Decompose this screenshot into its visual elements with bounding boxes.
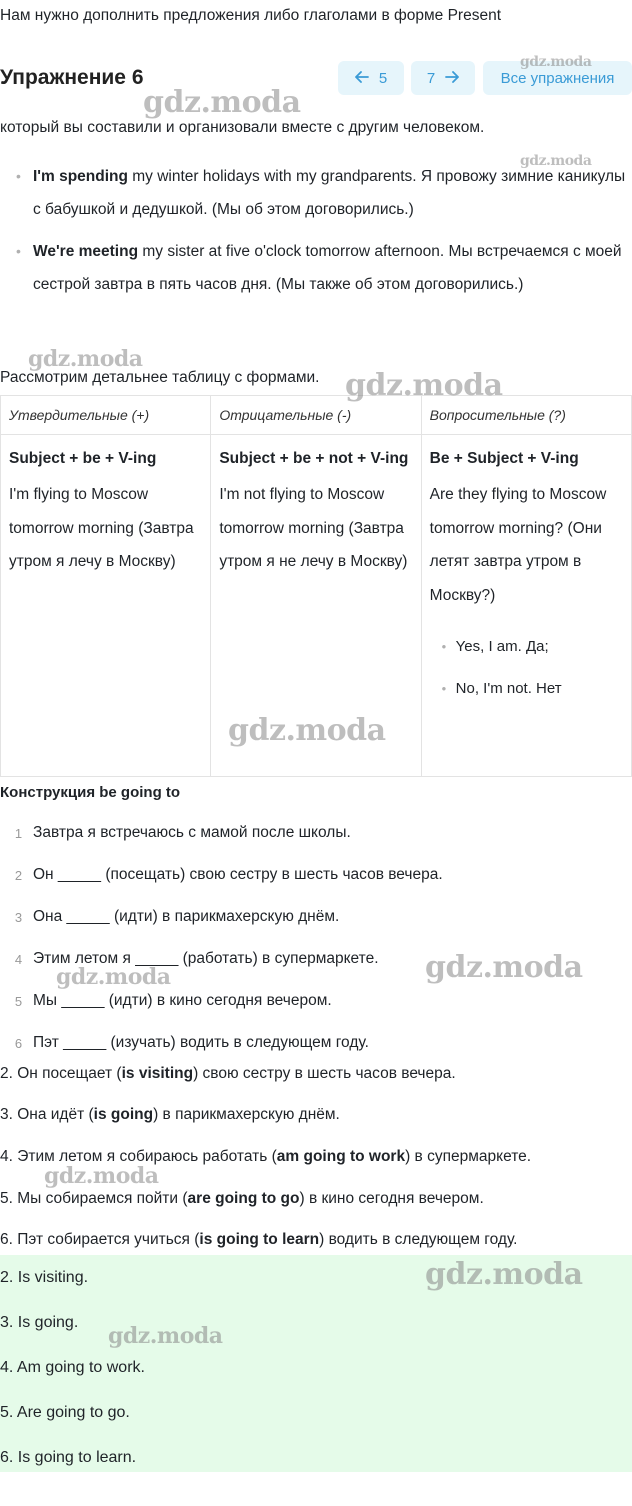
example-text: my sister at five o'clock tomorrow afternoon. Мы встречаемся с моей сестрой завтра в пять часов дня. (Мы также об этом договорились.)	[33, 243, 622, 293]
list-item: • No, I'm not. Нет	[430, 668, 623, 710]
task-number: 5	[14, 993, 23, 1009]
task-text: Пэт _____ (изучать) водить в следующем году.	[33, 1034, 369, 1051]
prev-exercise-label: 5	[378, 69, 388, 87]
list-item: 6. Is going to learn.	[0, 1448, 137, 1466]
arrow-left-icon	[355, 70, 369, 87]
watermark-logo: gdz.moda	[345, 368, 503, 403]
formula-negative: Subject + be + not + V-ing	[219, 450, 409, 467]
watermark-logo: gdz.moda	[520, 54, 592, 70]
watermark-logo: gdz.moda	[228, 713, 386, 748]
example-list	[14, 160, 632, 301]
task-text: Этим летом я _____ (работать) в супермаркете.	[33, 950, 379, 967]
watermark-logo: gdz.moda	[44, 1163, 159, 1189]
list-item: 4. Am going to work.	[0, 1358, 145, 1376]
task-text: Она _____ (идти) в парикмахерскую днём.	[33, 908, 340, 925]
solution-text: 3. Она идёт (	[0, 1106, 94, 1124]
task-number: 4	[14, 951, 23, 967]
formula-affirmative: Subject + be + V-ing	[9, 450, 157, 467]
example-phrase: We're meeting	[33, 243, 139, 260]
example-interrogative: Are they flying to Moscow tomorrow morning? (Они летят завтра утром в Москву?)	[429, 486, 607, 604]
list-item: 2. Is visiting.	[0, 1268, 89, 1286]
watermark-logo: gdz.moda	[108, 1323, 223, 1349]
list-item	[0, 812, 443, 854]
list-item	[0, 1178, 531, 1220]
exercise-header	[0, 56, 632, 100]
next-exercise-button[interactable]	[411, 61, 475, 95]
watermark-logo: gdz.moda	[56, 964, 171, 990]
watermark-logo: gdz.moda	[520, 153, 592, 169]
table-cell-negative	[211, 435, 421, 777]
table-caption: Рассмотрим детальнее таблицу с формами.	[0, 369, 320, 386]
table-cell-interrogative	[421, 435, 631, 777]
task-text: Мы _____ (идти) в кино сегодня вечером.	[33, 992, 332, 1009]
solution-answer: are going to go	[187, 1189, 300, 1207]
watermark-logo: gdz.moda	[143, 85, 301, 120]
watermark-logo: gdz.moda	[28, 346, 143, 372]
answer-block	[0, 1255, 632, 1472]
task-number: 3	[14, 909, 23, 925]
solution-answer: am going to work	[276, 1147, 406, 1165]
solution-answer: is going	[93, 1106, 154, 1124]
list-item	[0, 1136, 531, 1178]
header-negative: Отрицательные (-)	[211, 396, 421, 435]
all-exercises-button[interactable]: Все упражнения	[483, 61, 632, 95]
solution-list	[0, 1053, 531, 1261]
next-exercise-label: 7	[426, 69, 436, 87]
list-item	[0, 896, 443, 938]
solution-text: 6. Пэт собирается учиться (	[0, 1231, 200, 1249]
solution-answer: is visiting	[121, 1064, 194, 1082]
prev-exercise-button[interactable]	[338, 61, 404, 95]
section-heading: Конструкция be going to	[0, 784, 181, 801]
list-item	[0, 1053, 531, 1095]
task-list	[0, 812, 443, 1064]
task-number: 1	[14, 825, 23, 841]
solution-text: 4. Этим летом я собираюсь работать (	[0, 1147, 277, 1165]
solution-text: ) свою сестру в шесть часов вечера.	[193, 1064, 456, 1082]
solution-text: 5. Мы собираемся пойти (	[0, 1189, 188, 1207]
solution-text: ) водить в следующем году.	[319, 1231, 518, 1249]
solution-text: 2. Он посещает (	[0, 1064, 122, 1082]
list-item	[0, 938, 443, 980]
example-phrase: I'm spending	[33, 168, 128, 185]
list-item	[0, 1095, 531, 1137]
header-affirmative: Утвердительные (+)	[1, 396, 211, 435]
task-number: 6	[14, 1035, 23, 1051]
task-text: Он _____ (посещать) свою сестру в шесть часов вечера.	[33, 866, 443, 883]
example-negative: I'm not flying to Moscow tomorrow morning (Завтра утром я не лечу в Москву)	[219, 486, 408, 570]
header-interrogative: Вопросительные (?)	[421, 396, 631, 435]
list-item	[0, 980, 443, 1022]
list-item: • Yes, I am. Да;	[430, 626, 623, 668]
page-title: Упражнение 6	[0, 66, 144, 89]
solution-text: ) в парикмахерскую днём.	[153, 1106, 340, 1124]
short-answer-list	[430, 626, 623, 710]
forms-table	[0, 395, 632, 777]
watermark-logo: gdz.moda	[425, 950, 583, 985]
table-row	[1, 435, 632, 777]
solution-text: ) в кино сегодня вечером.	[299, 1189, 484, 1207]
example-text: my winter holidays with my grandparents. Я провожу зимние каникулы с бабушкой и дедушкой. (Мы об этом договорились.)	[33, 168, 626, 218]
solution-text: ) в супермаркете.	[405, 1147, 532, 1165]
list-item: 5. Are going to go.	[0, 1403, 130, 1421]
intro-text-cut	[0, 38, 4, 44]
list-item: 3. Is going.	[0, 1313, 79, 1331]
task-number: 2	[14, 867, 23, 883]
explanation-sentence: который вы составили и организовали вместе с другим человеком.	[0, 119, 485, 136]
list-item	[14, 160, 632, 226]
watermark-logo: gdz.moda	[425, 1257, 583, 1292]
arrow-right-icon	[445, 70, 459, 87]
list-item	[14, 235, 632, 301]
table-cell-affirmative	[1, 435, 211, 777]
solution-answer: is going to learn	[199, 1231, 320, 1249]
list-item	[0, 854, 443, 896]
intro-text: Нам нужно дополнить предложения либо глаголами в форме Present	[0, 7, 502, 24]
example-affirmative: I'm flying to Moscow tomorrow morning (Завтра утром я лечу в Москву)	[9, 486, 194, 570]
table-header-row	[1, 396, 632, 435]
formula-interrogative: Be + Subject + V-ing	[429, 450, 579, 467]
task-text: Завтра я встречаюсь с мамой после школы.	[33, 824, 351, 841]
